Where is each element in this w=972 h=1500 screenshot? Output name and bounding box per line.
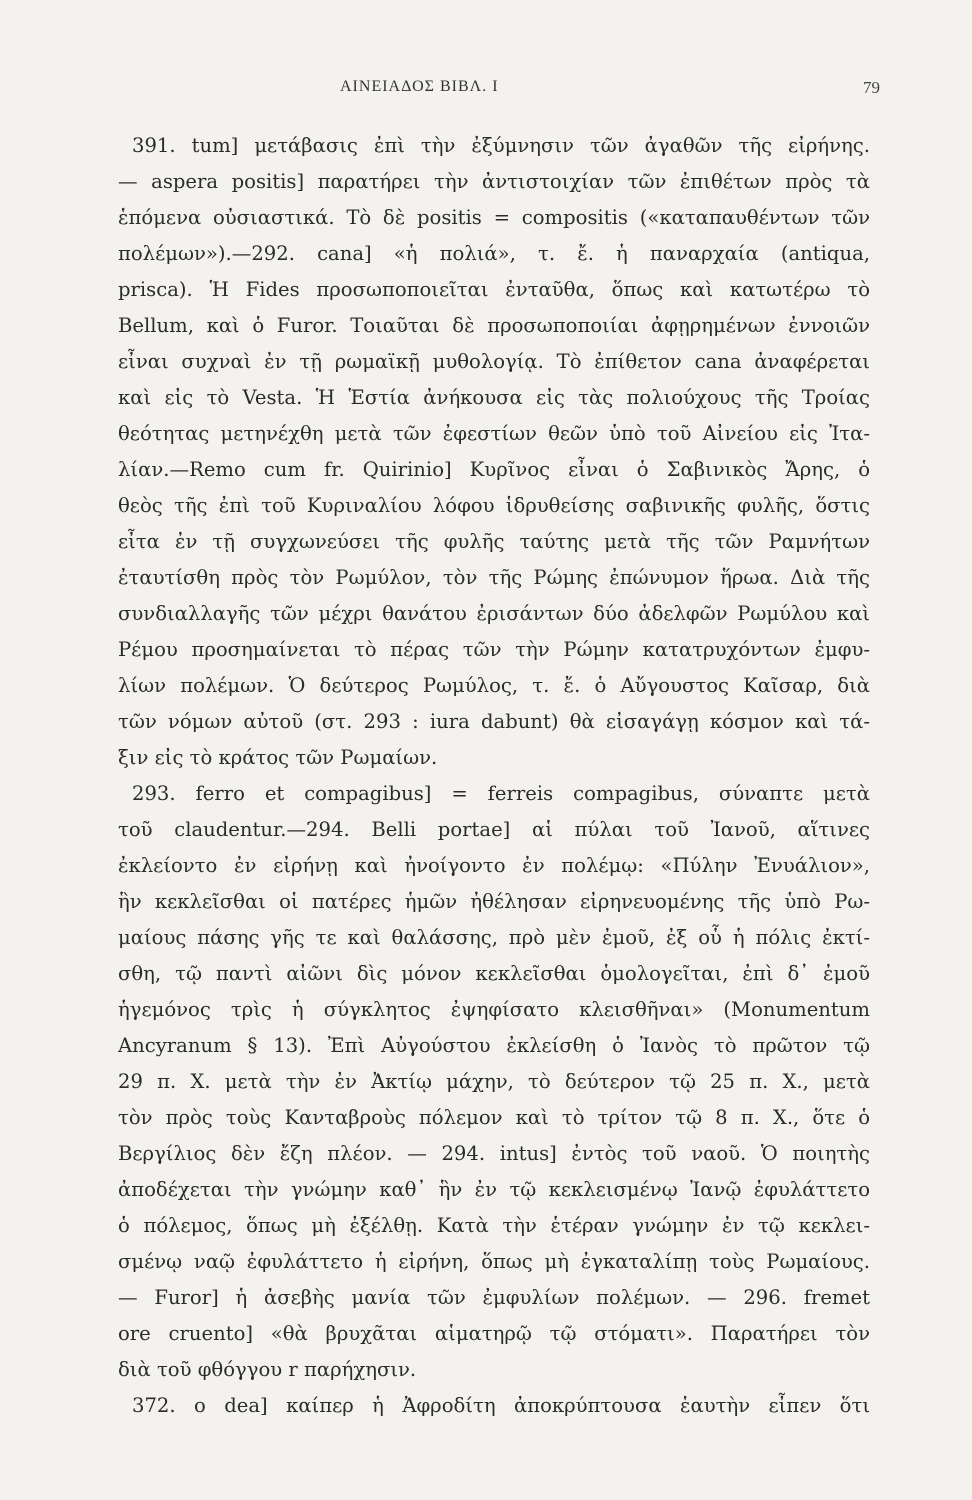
- text-line: εἶτα ἐν τῇ συγχωνεύσει τῆς φυλῆς ταύτης μετὰ τῆς τῶν Ραμνήτων: [118, 530, 870, 553]
- text-line: — Furor] ἡ ἀσεβὴς μανία τῶν ἐμφυλίων πολέμων. — 296. fremet: [118, 1286, 870, 1309]
- text-line: 293. ferro et compagibus] = ferreis compagibus, σύναπτε μετὰ: [132, 782, 870, 805]
- text-line: σθη, τῷ παντὶ αἰῶνι δὶς μόνον κεκλεῖσθαι ὁμολογεῖται, ἐπὶ δ᾽ ἐμοῦ: [118, 962, 870, 985]
- text-line: πολέμων»).—292. cana] «ἡ πολιά», τ. ἔ. ἡ παναρχαία (antiqua,: [118, 242, 870, 265]
- header-title: ΑΙΝΕΙΑΔΟΣ ΒΙΒΛ. Ι: [340, 78, 499, 95]
- text-line: λίων πολέμων. Ὁ δεύτερος Ρωμύλος, τ. ἔ. ὁ Αὔγουστος Καῖσαρ, διὰ: [118, 674, 870, 697]
- text-line: 391. tum] μετάβασις ἐπὶ τὴν ἐξύμνησιν τῶν ἀγαθῶν τῆς εἰρήνης.: [132, 134, 870, 157]
- text-line: μαίους πάσης γῆς τε καὶ θαλάσσης, πρὸ μὲν ἐμοῦ, ἐξ οὗ ἡ πόλις ἐκτί-: [118, 926, 870, 949]
- text-line: ἐκλείοντο ἐν εἰρήνῃ καὶ ἠνοίγοντο ἐν πολέμῳ: «Πύλην Ἐνυάλιον»,: [118, 854, 870, 877]
- text-line: ἣν κεκλεῖσθαι οἱ πατέρες ἡμῶν ἠθέλησαν εἰρηνευομένης τῆς ὑπὸ Ρω-: [118, 890, 870, 913]
- text-line: prisca). Ἡ Fides προσωποποιεῖται ἐνταῦθα, ὅπως καὶ κατωτέρω τὸ: [118, 278, 870, 301]
- commentary-text: [118, 128, 870, 1424]
- text-line: — aspera positis] παρατήρει τὴν ἀντιστοιχίαν τῶν ἐπιθέτων πρὸς τὰ: [118, 170, 870, 193]
- running-header: [120, 78, 880, 102]
- text-line: συνδιαλλαγῆς τῶν μέχρι θανάτου ἐρισάντων δύο ἀδελφῶν Ρωμύλου καὶ: [118, 602, 870, 625]
- text-line: τὸν πρὸς τοὺς Κανταβροὺς πόλεμον καὶ τὸ τρίτον τῷ 8 π. Χ., ὅτε ὁ: [118, 1106, 870, 1129]
- text-line: καὶ εἰς τὸ Vesta. Ἡ Ἑστία ἀνήκουσα εἰς τὰς πολιούχους τῆς Τροίας: [118, 386, 870, 409]
- text-line: θεὸς τῆς ἐπὶ τοῦ Κυριναλίου λόφου ἱδρυθείσης σαβινικῆς φυλῆς, ὅστις: [118, 494, 870, 517]
- text-line: ἀποδέχεται τὴν γνώμην καθ᾽ ἣν ἐν τῷ κεκλεισμένῳ Ἰανῷ ἐφυλάττετο: [118, 1178, 870, 1201]
- page-number: 79: [863, 78, 880, 97]
- text-line: 372. o dea] καίπερ ἡ Ἀφροδίτη ἀποκρύπτουσα ἑαυτὴν εἶπεν ὅτι: [132, 1394, 870, 1417]
- text-line: ὁ πόλεμος, ὅπως μὴ ἐξέλθῃ. Κατὰ τὴν ἑτέραν γνώμην ἐν τῷ κεκλει-: [118, 1214, 870, 1237]
- text-line: ore cruento] «θὰ βρυχᾶται αἱματηρῷ τῷ στόματι». Παρατήρει τὸν: [118, 1322, 870, 1345]
- text-line: ἡγεμόνος τρὶς ἡ σύγκλητος ἐψηφίσατο κλεισθῆναι» (Monumentum: [118, 998, 870, 1021]
- text-line: ἐταυτίσθη πρὸς τὸν Ρωμύλον, τὸν τῆς Ρώμης ἐπώνυμον ἥρωα. Διὰ τῆς: [118, 566, 870, 589]
- text-line: ξιν εἰς τὸ κράτος τῶν Ρωμαίων.: [118, 746, 438, 769]
- text-line: θεότητας μετηνέχθη μετὰ τῶν ἐφεστίων θεῶν ὑπὸ τοῦ Αἰνείου εἰς Ἰτα-: [118, 422, 870, 445]
- text-line: λίαν.—Remo cum fr. Quirinio] Κυρῖνος εἶναι ὁ Σαβινικὸς Ἄρης, ὁ: [118, 458, 870, 481]
- text-line: 29 π. Χ. μετὰ τὴν ἐν Ἀκτίῳ μάχην, τὸ δεύτερον τῷ 25 π. Χ., μετὰ: [118, 1070, 870, 1093]
- text-line: τῶν νόμων αὐτοῦ (στ. 293 : iura dabunt) θὰ εἰσαγάγῃ κόσμον καὶ τά-: [118, 710, 870, 733]
- text-line: εἶναι συχναὶ ἐν τῇ ρωμαϊκῇ μυθολογίᾳ. Τὸ ἐπίθετον cana ἀναφέρεται: [118, 350, 870, 373]
- text-line: Ρέμου προσημαίνεται τὸ πέρας τῶν τὴν Ρώμην κατατρυχόντων ἐμφυ-: [118, 638, 870, 661]
- text-line: διὰ τοῦ φθόγγου r παρήχησιν.: [118, 1358, 417, 1381]
- text-line: Ancyranum § 13). Ἐπὶ Αὐγούστου ἐκλείσθη ὁ Ἰανὸς τὸ πρῶτον τῷ: [118, 1034, 870, 1057]
- text-line: Bellum, καὶ ὁ Furor. Τοιαῦται δὲ προσωποποιίαι ἀφῃρημένων ἐννοιῶν: [118, 314, 870, 337]
- text-line: ἑπόμενα οὐσιαστικά. Τὸ δὲ positis = compositis («καταπαυθέντων τῶν: [118, 206, 870, 229]
- text-line: τοῦ claudentur.—294. Belli portae] αἱ πύλαι τοῦ Ἰανοῦ, αἵτινες: [118, 818, 870, 841]
- text-line: σμένῳ ναῷ ἐφυλάττετο ἡ εἰρήνη, ὅπως μὴ ἐγκαταλίπῃ τοὺς Ρωμαίους.: [118, 1250, 870, 1273]
- text-line: Βεργίλιος δὲν ἔζη πλέον. — 294. intus] ἐντὸς τοῦ ναοῦ. Ὁ ποιητὴς: [118, 1142, 870, 1165]
